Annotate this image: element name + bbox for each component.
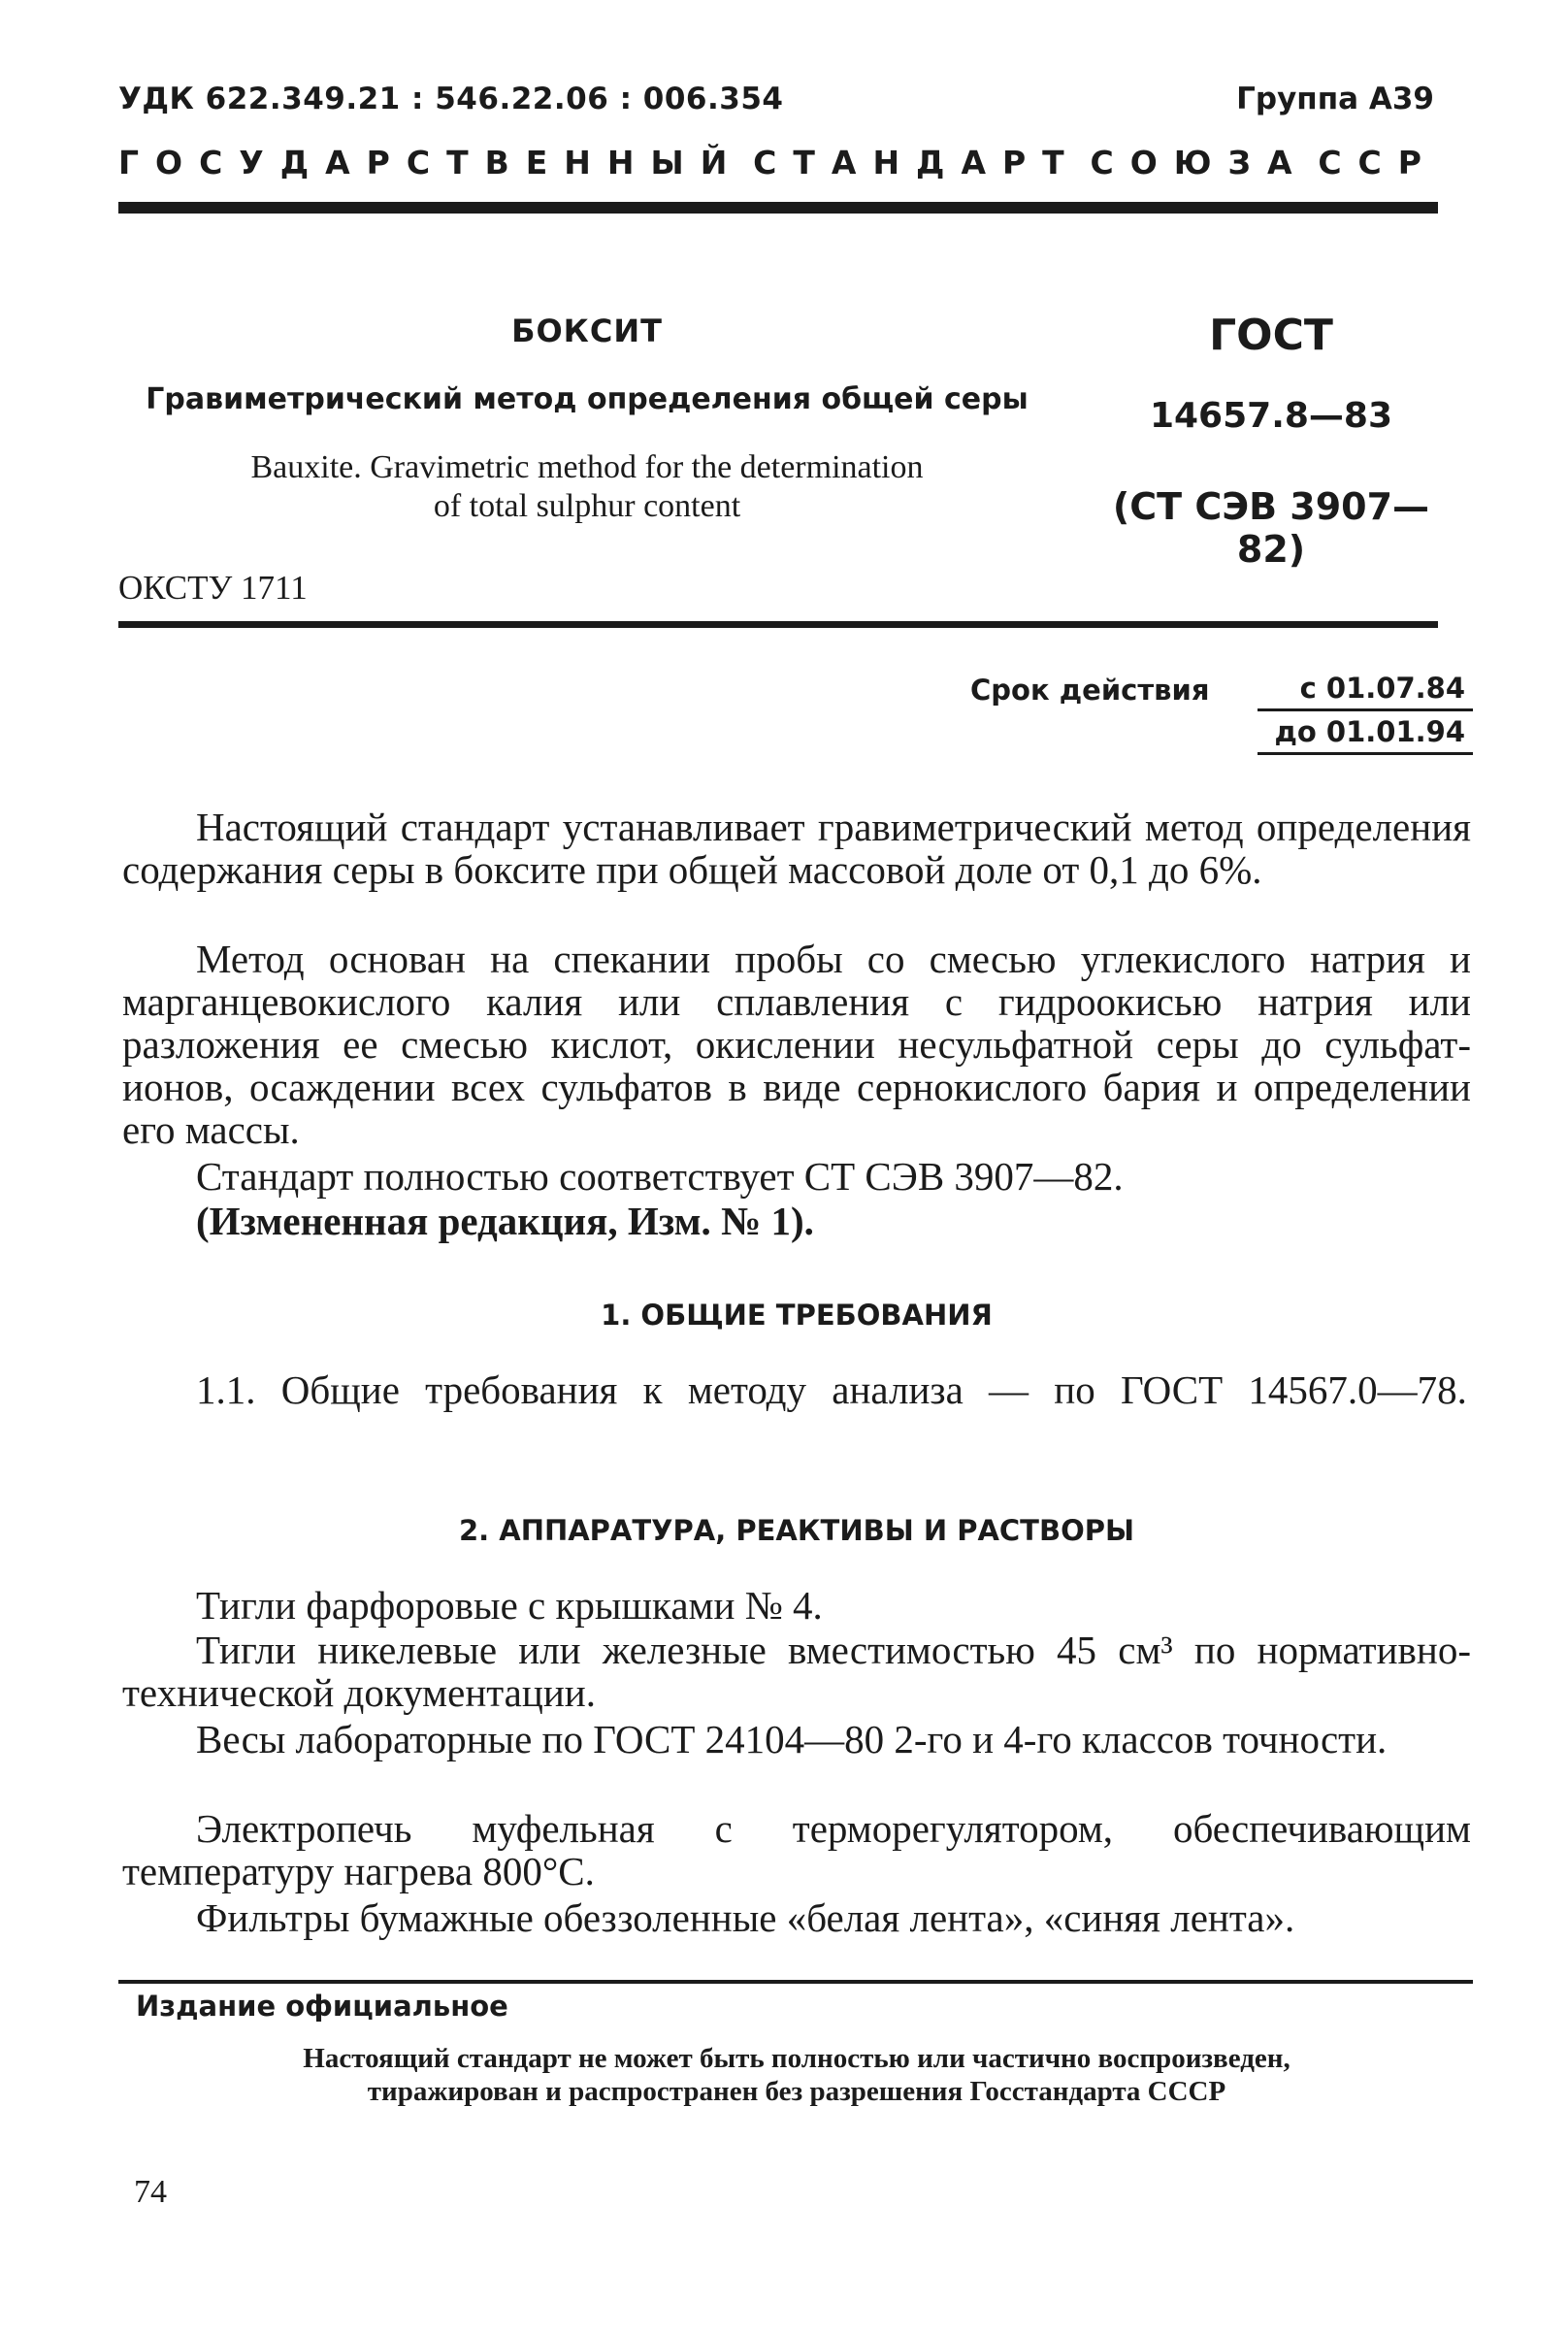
copyright-notice-line-2: тиражирован и распространен без разрешения Госстандарта СССР <box>367 2076 1226 2107</box>
gost-label: ГОСТ <box>1209 311 1333 360</box>
amendment-note: (Измененная редакция, Изм. № 1). <box>196 1199 814 1243</box>
document-subtitle-en <box>126 448 1048 526</box>
intro-paragraph-1: Настоящий стандарт устанавливает гравиметрический метод определения содержания серы в боксите при общей массовой доле от 0,1 до 6%. <box>122 805 1471 892</box>
section-1-paragraph: 1.1. Общие требования к методу анализа — по ГОСТ 14567.0—78. <box>196 1367 1467 1412</box>
equipment-item-1: Тигли фарфоровые с крышками № 4. <box>196 1583 823 1628</box>
section-1-heading: 1. ОБЩИЕ ТРЕБОВАНИЯ <box>601 1299 993 1332</box>
udk-code: УДК 622.349.21 : 546.22.06 : 006.354 <box>118 82 784 116</box>
okstu-code: ОКСТУ 1711 <box>118 569 308 607</box>
validity-label: Срок действия <box>970 674 1210 707</box>
footer-rule <box>118 1980 1473 1984</box>
cmea-number: (СТ СЭВ 3907—82) <box>1112 485 1430 571</box>
banner-word-2: СТАНДАРТ <box>753 144 1081 181</box>
intro-paragraph-3: Стандарт полностью соответствует СТ СЭВ 3907—82. <box>196 1154 1124 1199</box>
title-rule <box>118 621 1438 628</box>
document-subtitle-ru: Гравиметрический метод определения общей серы <box>146 382 1029 416</box>
equipment-item-5: Фильтры бумажные обеззоленные «белая лента», «синяя лента». <box>196 1895 1295 1940</box>
equipment-item-2: Тигли никелевые или железные вместимостью 45 см³ по нормативно-технической документации. <box>122 1628 1471 1715</box>
page-number: 74 <box>134 2174 167 2210</box>
subtitle-en-line-1: Bauxite. Gravimetric method for the determination <box>250 449 924 485</box>
equipment-item-3: Весы лабораторные по ГОСТ 24104—80 2-го и 4-го классов точности. <box>196 1717 1388 1761</box>
edition-label: Издание официальное <box>136 1990 508 2023</box>
validity-dates <box>1258 668 1473 755</box>
header-rule <box>118 202 1438 214</box>
group-code: Группа А39 <box>1236 82 1434 116</box>
validity-to: до 01.01.94 <box>1274 715 1465 748</box>
gost-number: 14657.8—83 <box>1149 396 1393 436</box>
state-standard-banner <box>118 144 1438 181</box>
section-2-heading: 2. АППАРАТУРА, РЕАКТИВЫ И РАСТВОРЫ <box>458 1514 1135 1547</box>
banner-word-1: ГОСУДАРСТВЕННЫЙ <box>118 144 744 181</box>
banner-word-4: ССР <box>1318 144 1438 181</box>
equipment-item-4: Электропечь муфельная с терморегулятором, обеспечивающим температуру нагрева 800°С. <box>122 1806 1471 1893</box>
subtitle-en-line-2: of total sulphur content <box>433 488 741 524</box>
validity-from: с 01.07.84 <box>1299 672 1465 705</box>
document-title: БОКСИТ <box>511 313 663 349</box>
banner-word-3: СОЮЗА <box>1090 144 1309 181</box>
copyright-notice <box>122 2042 1471 2108</box>
copyright-notice-line-1: Настоящий стандарт не может быть полностью или частично воспроизведен, <box>303 2043 1290 2074</box>
intro-paragraph-2: Метод основан на спекании пробы со смесью углекислого натрия и марганцевокислого калия или сплавления с гидроокисью натрия или разложения ее смесью кислот, окислении несульфатной серы до сульфат-ионов, осаждении всех сульфатов в виде сернокислого бария и определении его массы. <box>122 937 1471 1152</box>
validity-rule-2 <box>1258 752 1473 755</box>
